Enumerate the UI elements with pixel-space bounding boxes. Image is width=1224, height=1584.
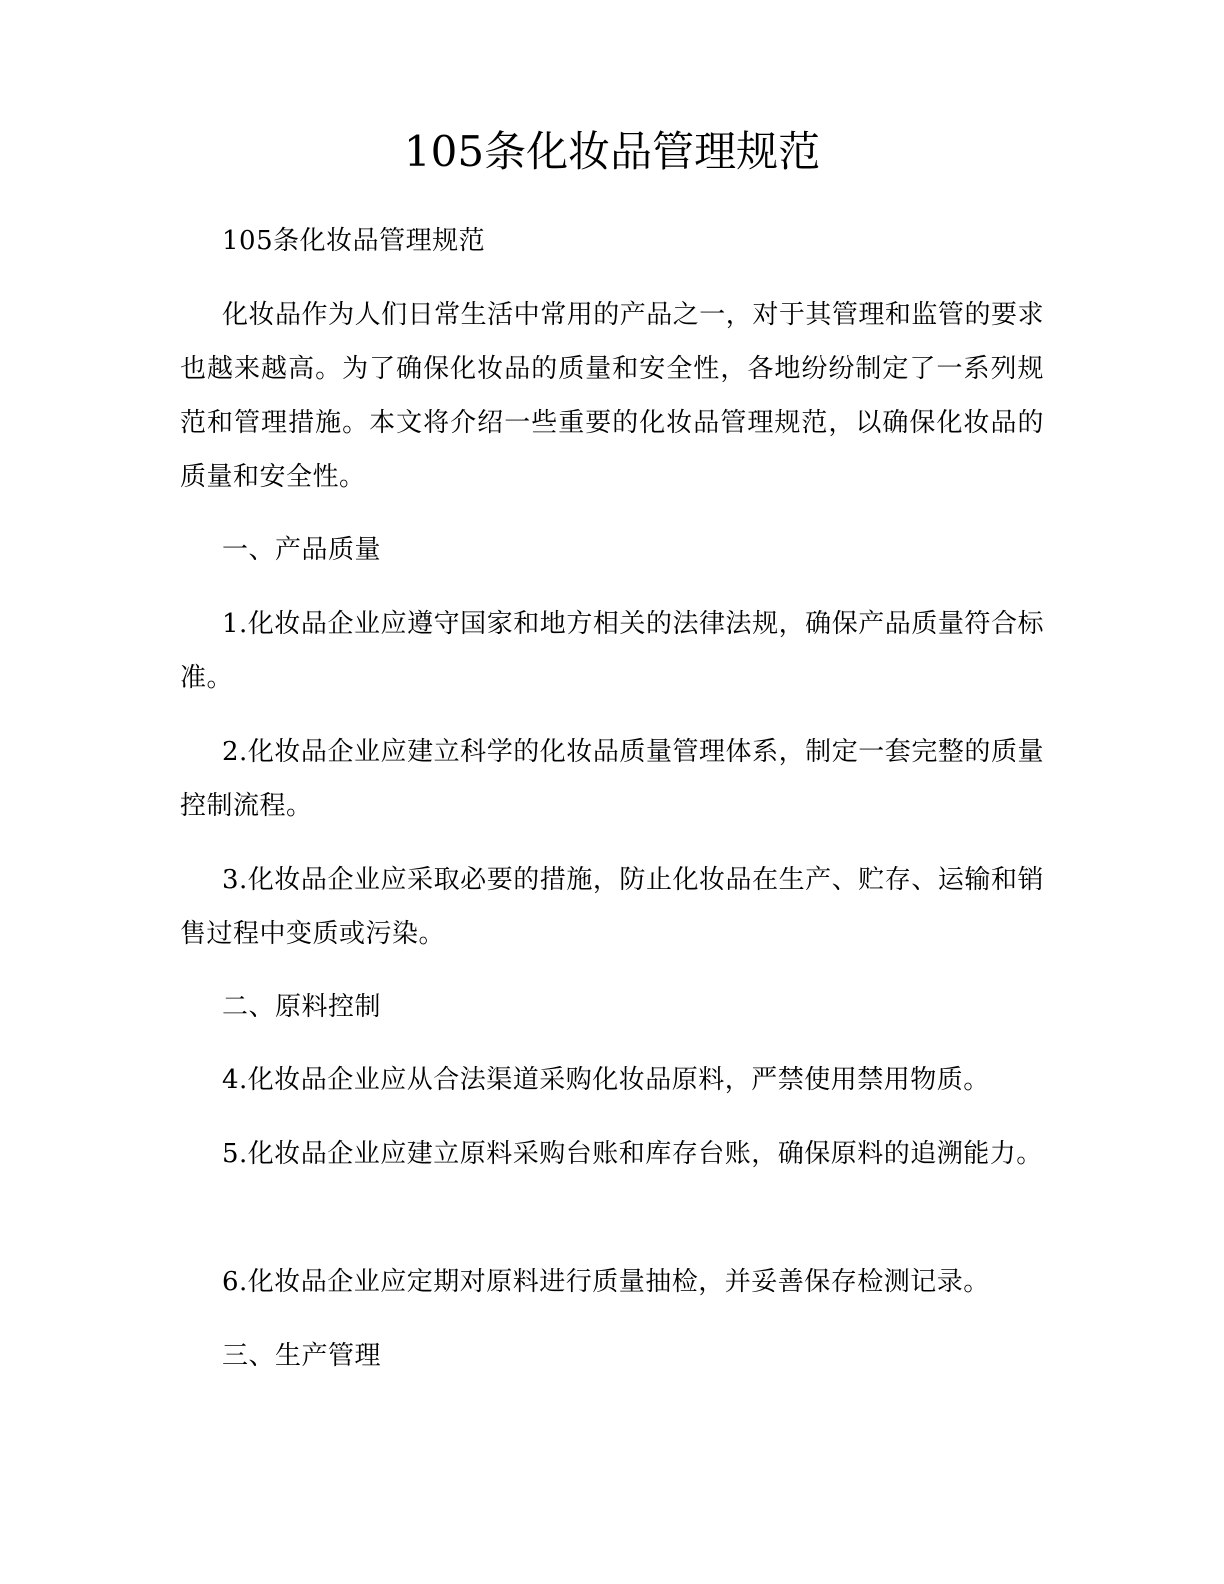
section-heading-raw-material-control: 二、原料控制: [222, 992, 382, 1022]
clause-2: 2.化妆品企业应建立科学的化妆品质量管理体系，制定一套完整的质量控制流程。: [180, 737, 1044, 821]
intro-paragraph: 化妆品作为人们日常生活中常用的产品之一，对于其管理和监管的要求也越来越高。为了确保化妆品的质量和安全性，各地纷纷制定了一系列规范和管理措施。本文将介绍一些重要的化妆品管理规范，以确保化妆品的质量和安全性。: [180, 300, 1044, 492]
section-heading-production-management: 三、生产管理: [222, 1341, 382, 1371]
clause-4: 4.化妆品企业应从合法渠道采购化妆品原料，严禁使用禁用物质。: [222, 1065, 990, 1095]
clause-3: 3.化妆品企业应采取必要的措施，防止化妆品在生产、贮存、运输和销售过程中变质或污染。: [180, 865, 1044, 949]
document-title: 105条化妆品管理规范: [403, 127, 821, 176]
clause-1: 1.化妆品企业应遵守国家和地方相关的法律法规，确保产品质量符合标准。: [180, 609, 1044, 693]
section-heading-product-quality: 一、产品质量: [222, 535, 382, 565]
clause-6: 6.化妆品企业应定期对原料进行质量抽检，并妥善保存检测记录。: [222, 1267, 990, 1297]
clause-5: 5.化妆品企业应建立原料采购台账和库存台账，确保原料的追溯能力。: [222, 1139, 1043, 1169]
subtitle-paragraph: 105条化妆品管理规范: [222, 226, 486, 256]
